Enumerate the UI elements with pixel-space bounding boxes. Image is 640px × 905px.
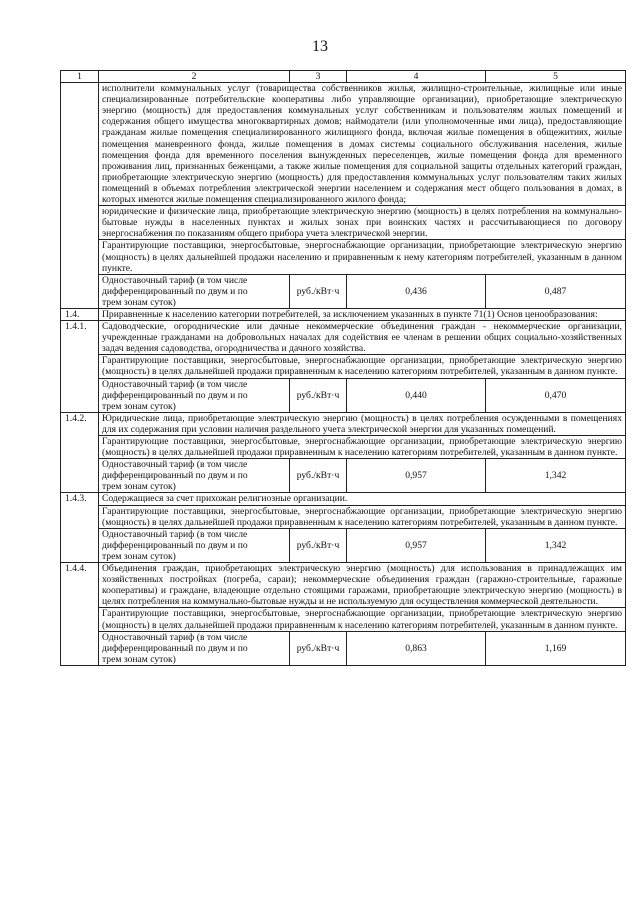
tariff-table bbox=[60, 70, 626, 666]
row-description: Гарантирующие поставщики, энергосбытовые, энергоснабжающие организации, приобретающие электрическую энергию (мощность) в целях дальнейшей продажи населению и приравненным к нему категориям потребителей, указанным в данном пункте. bbox=[99, 240, 626, 274]
tariff-value-col4: 0,957 bbox=[347, 528, 486, 562]
tariff-value-col4: 0,436 bbox=[347, 274, 486, 308]
tariff-label: Одноставочный тариф (в том числе дифференцированный по двум и по трем зонам суток) bbox=[99, 528, 290, 562]
tariff-value-col4: 0,440 bbox=[347, 378, 486, 412]
tariff-label: Одноставочный тариф (в том числе дифференцированный по двум и по трем зонам суток) bbox=[99, 378, 290, 412]
tariff-label: Одноставочный тариф (в том числе дифференцированный по двум и по трем зонам суток) bbox=[99, 631, 290, 665]
tariff-label: Одноставочный тариф (в том числе дифференцированный по двум и по трем зонам суток) bbox=[99, 459, 290, 493]
tariff-row bbox=[61, 378, 626, 412]
tariff-unit: руб./кВт·ч bbox=[290, 274, 347, 308]
header-col-3: 3 bbox=[290, 71, 347, 83]
row-description: Садоводческие, огороднические или дачные некоммерческие объединения граждан - некоммерческие организации, учрежденные гражданами на добровольных началах для содействия ее членам в решении общих социально-хозяйственных задач ведения садоводства, огородничества и дачного хозяйства. bbox=[99, 321, 626, 355]
tariff-value-col5: 1,342 bbox=[486, 459, 626, 493]
row-description: Содержащиеся за счет прихожан религиозные организации. bbox=[99, 493, 626, 505]
row-number: 1.4.3. bbox=[61, 493, 99, 563]
tariff-label: Одноставочный тариф (в том числе дифференцированный по двум и по трем зонам суток) bbox=[99, 274, 290, 308]
header-row bbox=[61, 71, 626, 83]
row-description: исполнители коммунальных услуг (товарищества собственников жилья, жилищно-строительные, жилищные или иные специализированные потребительские кооперативы либо управляющие организации), приобретающие электрическую энергию (мощность) для предоставления коммунальных услуг собственникам и пользователям жилых помещений и содержания общего имущества многоквартирных домов; наймодатели (или уполномоченные ими лица), предоставляющие гражданам жилые помещения специализированного жилищного фонда, включая жилые помещения в общежитиях, жилые помещения маневренного фонда, жилые помещения в домах системы социального обслуживания населения, жилые помещения фонда для временного поселения вынужденных переселенцев, жилые помещения фонда для временного проживания лиц, признанных беженцами, а также жилые помещения для социальной защиты отдельных категорий граждан, приобретающие электрическую энергию (мощность) для предоставления коммунальных услуг пользователям таких жилых помещений в объемах потребления электрической энергии населением и содержания мест общего пользования в домах, в которых имеются жилые помещения специализированного жилого фонда; bbox=[99, 83, 626, 206]
tariff-value-col5: 0,487 bbox=[486, 274, 626, 308]
header-col-5: 5 bbox=[486, 71, 626, 83]
row-description: Гарантирующие поставщики, энергосбытовые, энергоснабжающие организации, приобретающие электрическую энергию (мощность) в целях дальнейшей продажи приравненным к населению категориям потребителей, указанным в данном пункте. bbox=[99, 505, 626, 528]
row-description: Гарантирующие поставщики, энергосбытовые, энергоснабжающие организации, приобретающие электрическую энергию (мощность) в целях дальнейшей продажи приравненным к населению категориям потребителей, указанным в данном пункте. bbox=[99, 608, 626, 631]
tariff-unit: руб./кВт·ч bbox=[290, 528, 347, 562]
tariff-row bbox=[61, 274, 626, 308]
row-number: 1.4.4. bbox=[61, 563, 99, 666]
table-row bbox=[61, 412, 626, 435]
tariff-unit: руб./кВт·ч bbox=[290, 459, 347, 493]
table-row bbox=[61, 206, 626, 240]
table-row bbox=[61, 355, 626, 378]
tariff-value-col5: 0,470 bbox=[486, 378, 626, 412]
row-description: Гарантирующие поставщики, энергосбытовые, энергоснабжающие организации, приобретающие электрическую энергию (мощность) в целях дальнейшей продажи приравненным к населению категориям потребителей, указанным в данном пункте. bbox=[99, 436, 626, 459]
header-col-1: 1 bbox=[61, 71, 99, 83]
tariff-row bbox=[61, 631, 626, 665]
tariff-value-col4: 0,957 bbox=[347, 459, 486, 493]
row-number: 1.4.1. bbox=[61, 321, 99, 413]
header-col-4: 4 bbox=[347, 71, 486, 83]
row-description: Объединения граждан, приобретающих электрическую энергию (мощность) для использования в принадлежащих им хозяйственных постройках (погреба, сараи); некоммерческие объединения граждан (гаражно-строительные, гаражные кооперативы) и граждане, владеющие отдельно стоящими гаражами, приобретающие электрическую энергию (мощность) в целях потребления на коммунально-бытовые нужды и не используемую для осуществления коммерческой деятельности. bbox=[99, 563, 626, 608]
table-row bbox=[61, 493, 626, 505]
tariff-row bbox=[61, 528, 626, 562]
row-number-cell bbox=[61, 83, 99, 309]
row-description: Юридические лица, приобретающие электрическую энергию (мощность) в целях потребления осужденными в помещениях для их содержания при условии наличия раздельного учета электрической энергии для указанных помещений. bbox=[99, 412, 626, 435]
tariff-value-col5: 1,169 bbox=[486, 631, 626, 665]
table-row bbox=[61, 321, 626, 355]
table-row bbox=[61, 505, 626, 528]
header-col-2: 2 bbox=[99, 71, 290, 83]
row-description: Приравненные к населению категории потребителей, за исключением указанных в пункте 71(1) Основ ценообразования: bbox=[99, 308, 626, 320]
table-row bbox=[61, 608, 626, 631]
row-number: 1.4.2. bbox=[61, 412, 99, 493]
tariff-value-col4: 0,863 bbox=[347, 631, 486, 665]
tariff-unit: руб./кВт·ч bbox=[290, 378, 347, 412]
table-row bbox=[61, 563, 626, 608]
row-number: 1.4. bbox=[61, 308, 99, 320]
table-row bbox=[61, 308, 626, 320]
tariff-unit: руб./кВт·ч bbox=[290, 631, 347, 665]
row-description: юридические и физические лица, приобретающие электрическую энергию (мощность) в целях потребления на коммунально-бытовые нужды в населенных пунктах и жилых зонах при воинских частях и рассчитывающиеся по договору энергоснабжения по показаниям общего прибора учета электрической энергии. bbox=[99, 206, 626, 240]
table-row bbox=[61, 83, 626, 206]
row-description: Гарантирующие поставщики, энергосбытовые, энергоснабжающие организации, приобретающие электрическую энергию (мощность) в целях дальнейшей продажи приравненным к населению категориям потребителей, указанным в данном пункте. bbox=[99, 355, 626, 378]
page-number: 13 bbox=[312, 38, 328, 55]
tariff-row bbox=[61, 459, 626, 493]
tariff-value-col5: 1,342 bbox=[486, 528, 626, 562]
table-row bbox=[61, 240, 626, 274]
table-row bbox=[61, 436, 626, 459]
